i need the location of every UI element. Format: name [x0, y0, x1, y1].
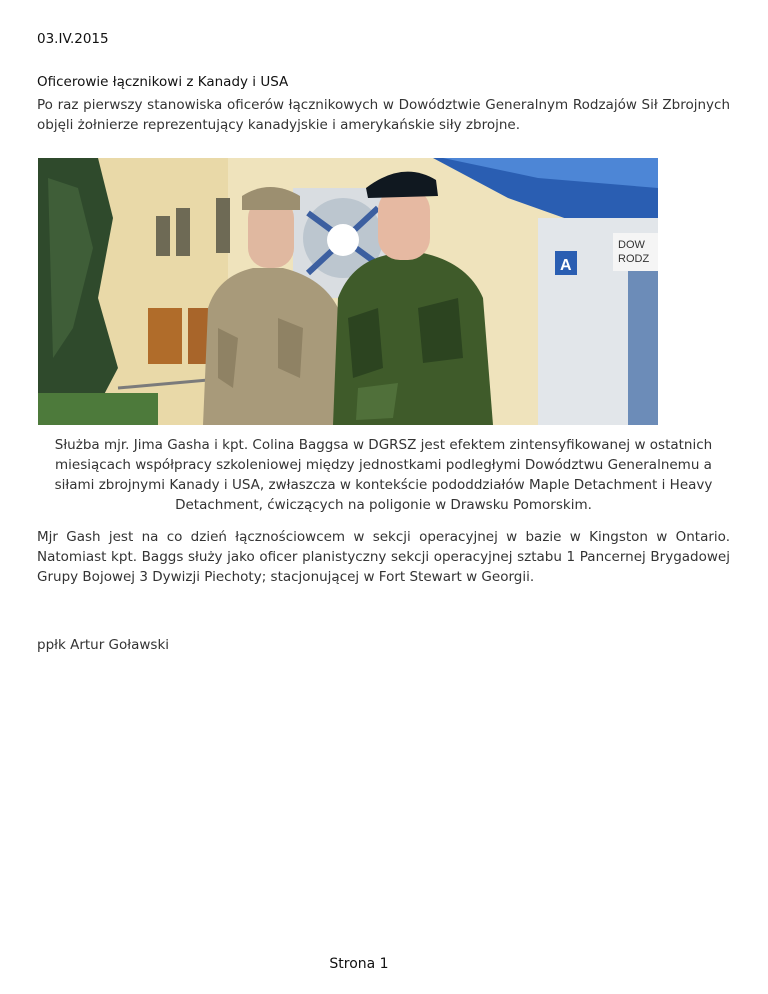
- article-title: Oficerowie łącznikowi z Kanady i USA: [37, 74, 289, 90]
- article-photo: [38, 158, 658, 425]
- sign-text-line2: RODZ: [618, 253, 650, 265]
- page-number: Strona 1: [329, 956, 389, 972]
- article-date: 03.IV.2015: [37, 31, 109, 47]
- photo-caption: Służba mjr. Jima Gasha i kpt. Colina Baggsa w DGRSZ jest efektem zintensyfikowanej w ostatnich miesiącach współpracy szkoleniowej między jednostkami podległymi Dowództwu Generalnemu a siłami zbrojnymi Kanady i USA, zwłaszcza w kontekście pododdziałów Maple Detachment i Heavy Detachment, ćwiczących na poligonie w Drawsku Pomorskim.: [54, 437, 713, 513]
- article-lead: Po raz pierwszy stanowiska oficerów łącznikowych w Dowództwie Generalnym Rodzajów Sił Zbrojnych objęli żołnierze reprezentujący kanadyjskie i amerykańskie siły zbrojne.: [37, 97, 730, 133]
- sign-letter: A: [560, 257, 572, 274]
- article-author: ppłk Artur Goławski: [37, 637, 170, 653]
- article-body: Mjr Gash jest na co dzień łącznościowcem w sekcji operacyjnej w bazie w Kingston w Ontario. Natomiast kpt. Baggs służy jako oficer planistyczny sekcji operacyjnej sztabu 1 Pancernej Brygadowej Grupy Bojowej 3 Dywizji Piechoty; stacjonującej w Fort Stewart w Georgii.: [37, 529, 730, 585]
- sign-text-line1: DOW: [618, 239, 645, 251]
